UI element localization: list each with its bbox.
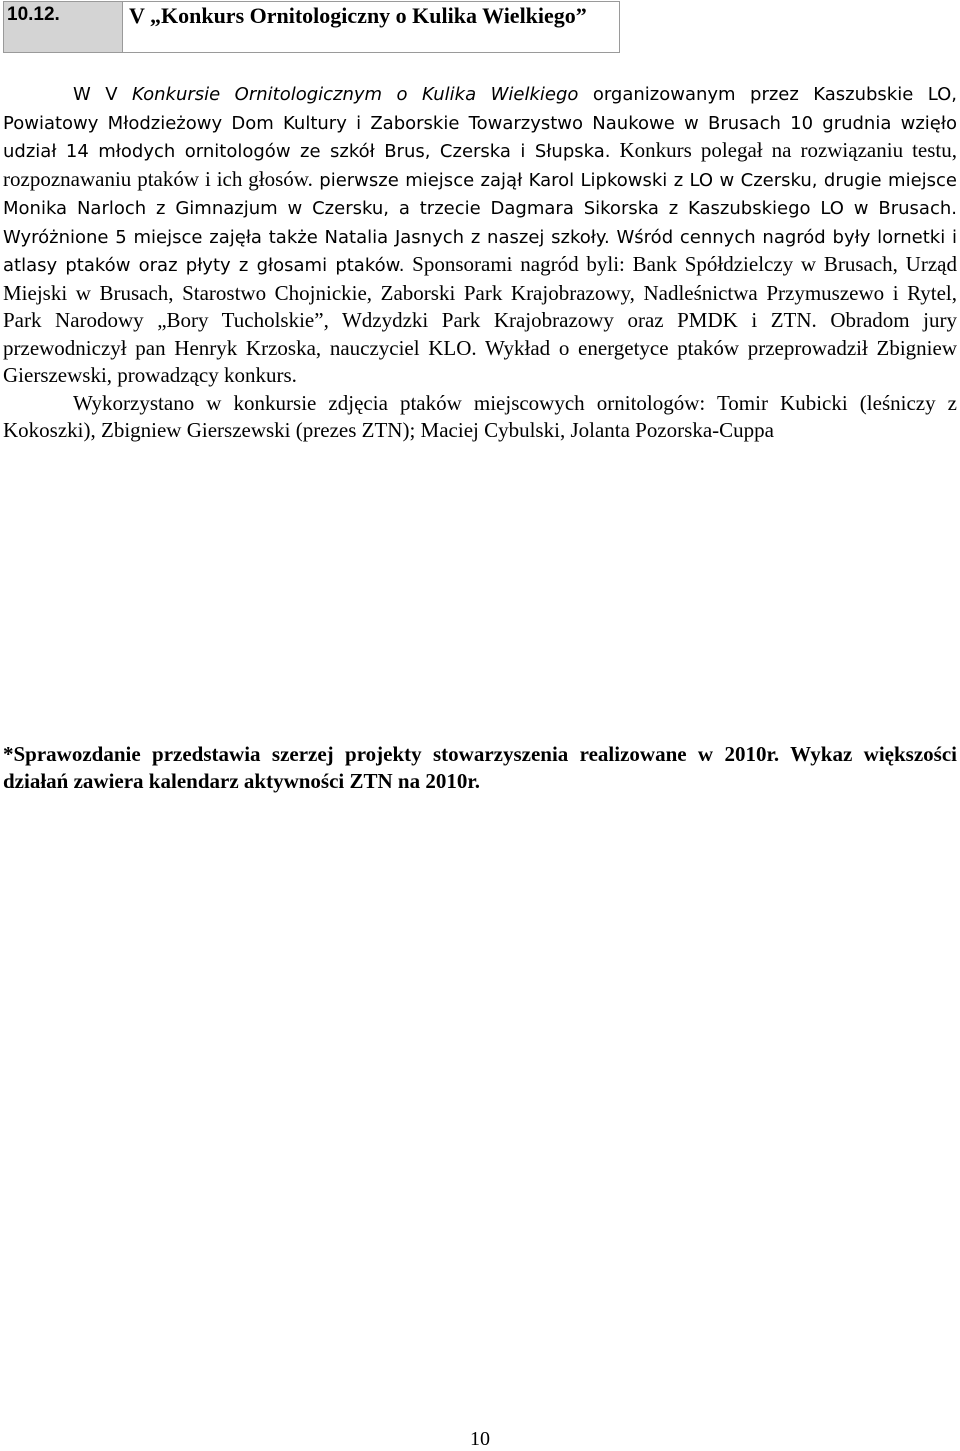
paragraph-1 <box>3 80 957 390</box>
paragraph-1-intro: W V <box>73 84 132 105</box>
paragraph-1-results: pierwsze miejsce zajął Karol Lipkowski z LO w Czersku, drugie miejsce Monika Narloch z Gimnazjum w Czersku, a trzecie Dagmara Sikorska z Kaszubskiego LO w Brusach. Wyróżnione 5 miejsce zajęła także Natalia Jasnych z naszej szkoły. Wśród cennych nagród były lornetki i atlasy ptaków oraz płyty z głosami ptaków. <box>3 169 957 276</box>
paragraph-1-sponsors: Sponsorami nagród byli: Bank Spółdzielczy w Brusach, Urząd Miejski w Brusach, Starostwo Chojnickie, Zaborski Park Krajobrazowy, Nadleśnictwa Przymuszewo i Rytel, Park Narodowy „Bory Tucholskie”, Wdzydzki Park Krajobrazowy oraz PMDK i ZTN. Obradom jury przewodniczył pan Henryk Krzoska, nauczyciel KLO. Wykład o energetyce ptaków przeprowadził Zbigniew Gierszewski, prowadzący konkurs. <box>3 252 957 387</box>
section-title: V „Konkurs Ornitologiczny o Kulika Wielkiego” <box>123 2 620 53</box>
footnote: *Sprawozdanie przedstawia szerzej projekty stowarzyszenia realizowane w 2010r. Wykaz większości działań zawiera kalendarz aktywności ZTN na 2010r. <box>3 742 957 793</box>
paragraph-1-contest-name: Konkursie Ornitologicznym o Kulika Wielkiego <box>131 84 579 105</box>
section-number: 10.12. <box>4 2 123 53</box>
paragraph-2: Wykorzystano w konkursie zdjęcia ptaków miejscowych ornitologów: Tomir Kubicki (leśniczy z Kokoszki), Zbigniew Gierszewski (prezes ZTN); Maciej Cybulski, Jolanta Pozorska-Cuppa <box>3 390 957 442</box>
paragraph-1-participants: organizowanym przez Kaszubskie LO, Powiatowy Młodzieżowy Dom Kultury i Zaborskie Towarzystwo Naukowe w Brusach 10 grudnia wzięło udział 14 młodych ornitologów ze szkół Brus, Czerska i Słupska. <box>3 84 957 162</box>
section-header <box>3 1 620 53</box>
paragraph-1-contest-format: Konkurs polegał na rozwiązaniu testu, rozpoznawaniu ptaków i ich głosów. <box>3 138 957 191</box>
page-number: 10 <box>470 1428 490 1450</box>
body-text <box>3 80 957 445</box>
